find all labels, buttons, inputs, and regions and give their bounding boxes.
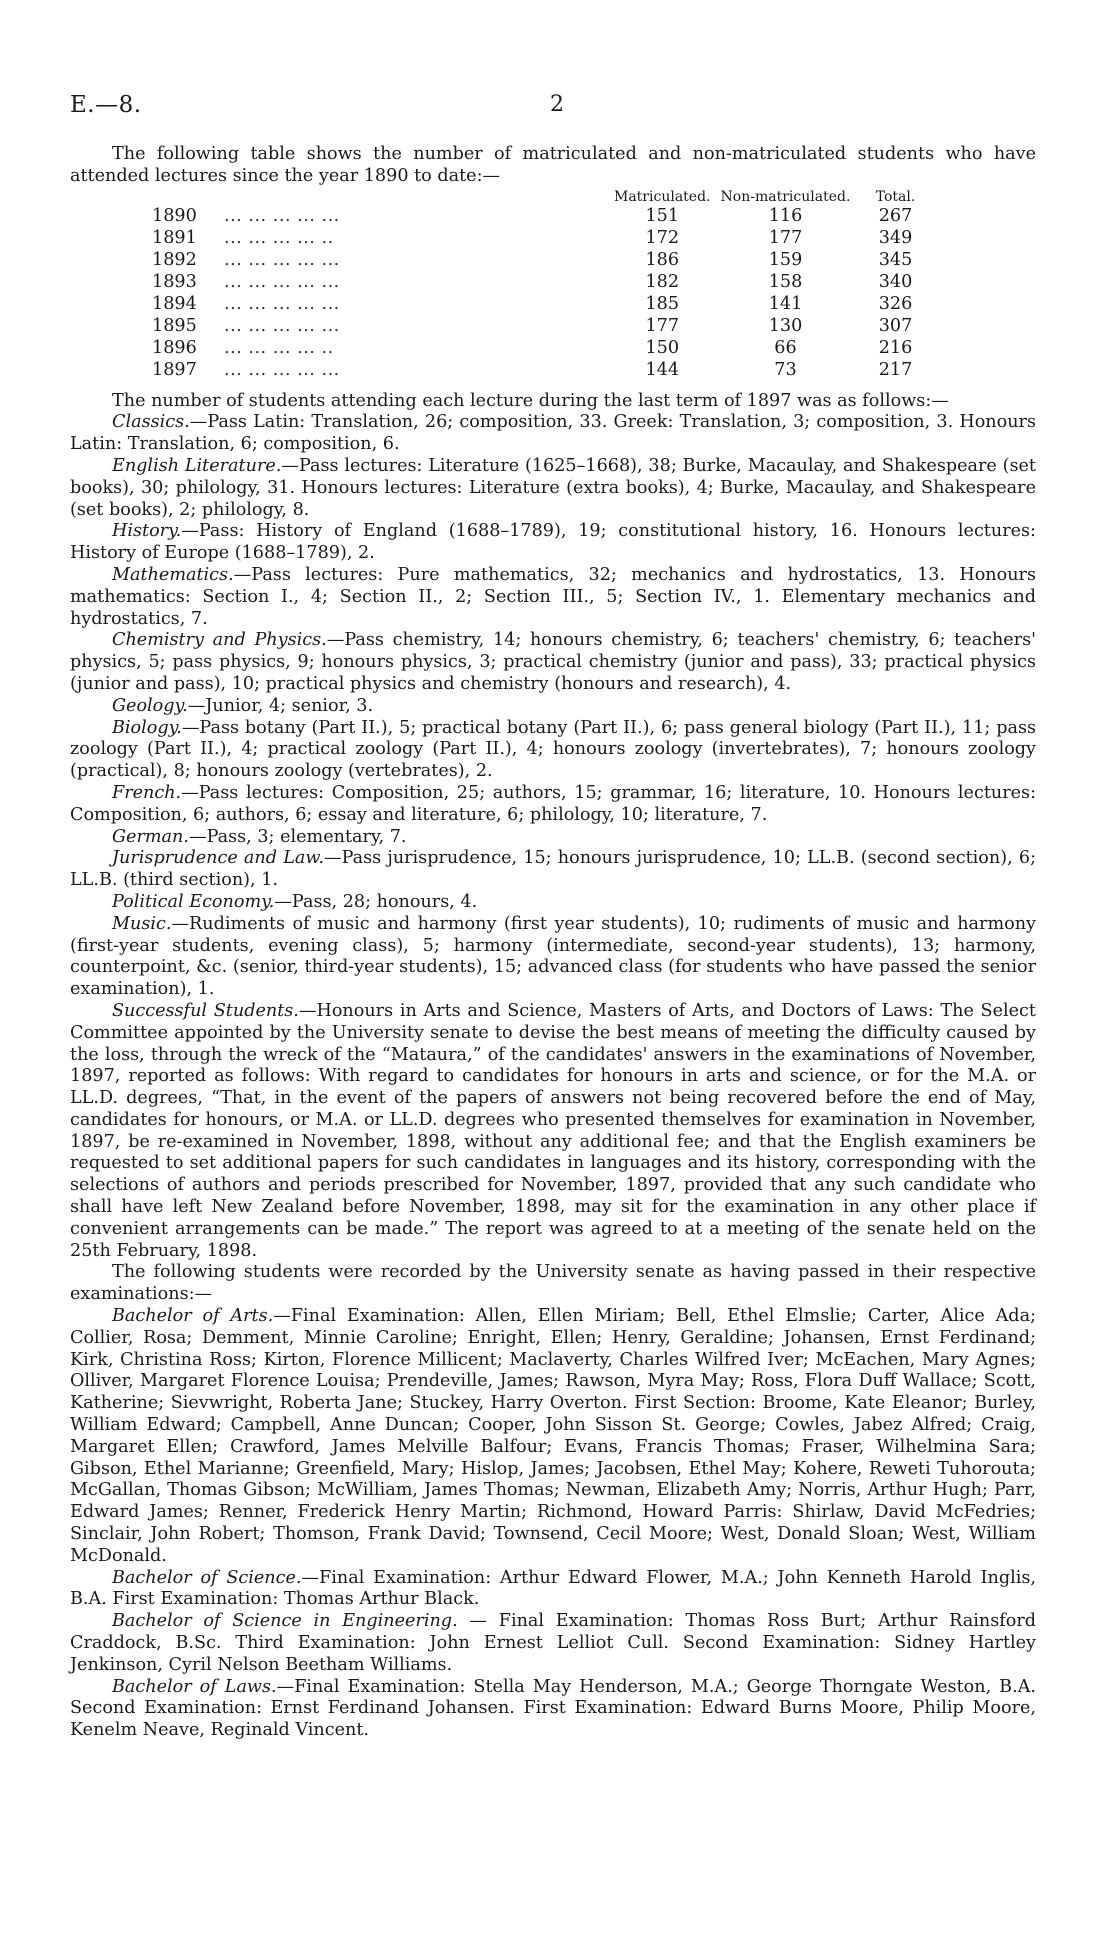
column-header: Matriculated. [614, 188, 711, 205]
subject-paragraph [70, 848, 1036, 892]
recorded-intro: The following students were recorded by the University senate as having passed in their respective examinations:— [70, 1262, 1036, 1305]
table-row [152, 227, 930, 249]
total-cell: 267 [878, 205, 913, 226]
lectures-intro: The number of students attending each lecture during the last term of 1897 was as follows:— [112, 390, 949, 411]
total-cell: 349 [878, 227, 913, 248]
dot-leader: ... ... ... ... ... [224, 205, 340, 226]
degree-title: Bachelor of Laws. [112, 1676, 277, 1697]
matriculated-cell: 150 [645, 337, 680, 358]
table-intro: The following table shows the number of matriculated and non-matriculated students who have attended lectures since the year 1890 to date:— [70, 144, 1036, 186]
matriculated-cell: 144 [645, 359, 680, 380]
document-id: E.—8. [70, 92, 142, 118]
year-cell: 1895 [152, 315, 197, 336]
year-cell: 1896 [152, 337, 197, 358]
student-numbers-table [152, 189, 930, 381]
non-matriculated-cell: 159 [768, 249, 803, 270]
non-matriculated-cell: 177 [768, 227, 803, 248]
degree-text: —Final Examination: Allen, Ellen Miriam; Bell, Ethel Elmslie; Carter, Alice Ada; Collier, Rosa; Demment, Minnie Caroline; Enright, Ellen; Henry, Geraldine; Johansen, Ernst Ferdinand; Kirk, Christina Ross; Kirton, Florence Millicent; Maclaverty, Charles Wilfred Iver; McEachen, Mary Agnes; Olliver, Margaret Florence Louisa; Prendeville, James; Rawson, Myra May; Ross, Flora Duff Wallace; Scott, Katherine; Sievwright, Roberta Jane; Stuckey, Harry Overton. First Section: Broome, Kate Eleanor; Burley, William Edward; Campbell, Anne Duncan; Cooper, John Sisson St. George; Cowles, Jabez Alfred; Craig, Margaret Ellen; Crawford, James Melville Balfour; Evans, Francis Thomas; Fraser, Wilhelmina Sara; Gibson, Ethel Marianne; Greenfield, Mary; Hislop, James; Jacobsen, Ethel May; Kohere, Reweti Tuhorouta; McGallan, Thomas Gibson; McWilliam, James Thomas; Newman, Elizabeth Amy; Norris, Arthur Hugh; Parr, Edward James; Renner, Frederick Henry Martin; Richmond, Howard Parris: Shirlaw, David McFedries; Sinclair, John Robert; Thomson, Frank David; Townsend, Cecil Moore; West, Donald Sloan; West, William McDonald. [70, 1306, 1036, 1566]
matriculated-cell: 185 [645, 293, 680, 314]
subject-text: —Pass lectures: Literature (1625–1668), 38; Burke, Macaulay, and Shakespeare (set books), 30; philology, 31. Honours lectures: Literature (extra books), 4; Burke, Macaulay, and Shakespeare (set books), 2; philology, 8. [70, 455, 1037, 520]
year-cell: 1897 [152, 359, 197, 380]
table-row [152, 359, 930, 381]
subject-title: History. [112, 521, 182, 542]
subject-paragraph [70, 696, 1036, 718]
column-header: Non-matriculated. [720, 188, 851, 205]
dot-leader: ... ... ... ... ... [224, 315, 340, 336]
subject-text: —Pass, 3; elementary, 7. [188, 826, 407, 847]
subject-title: Biology. [112, 717, 182, 738]
matriculated-cell: 172 [645, 227, 680, 248]
non-matriculated-cell: 141 [768, 293, 803, 314]
dot-leader: ... ... ... ... ... [224, 249, 340, 270]
dot-leader: ... ... ... ... ... [224, 293, 340, 314]
document-page [70, 92, 1036, 1742]
degree-text: —Final Examination: Stella May Henderson, M.A.; George Thorngate Weston, B.A. Second Examination: Ernst Ferdinand Johansen. First Examination: Edward Burns Moore, Philip Moore, Kenelm Neave, Reginald Vincent. [70, 1676, 1036, 1741]
subject-title: Classics. [112, 412, 190, 433]
non-matriculated-cell: 66 [774, 337, 797, 358]
matriculated-cell: 177 [645, 315, 680, 336]
column-header: Total. [875, 188, 916, 205]
degree-title: Bachelor of Arts. [112, 1306, 274, 1327]
subject-paragraph [70, 827, 1036, 849]
degree-paragraph [70, 1568, 1036, 1612]
subject-title: Jurisprudence and Law. [112, 848, 324, 869]
degree-paragraph [70, 1306, 1036, 1568]
subject-text: —Pass: History of England (1688–1789), 19; constitutional history, 16. Honours lectures: History of Europe (1688–1789), 2. [70, 521, 1036, 564]
subject-title: Geology. [112, 695, 188, 716]
subject-paragraph [70, 565, 1036, 630]
subject-text: —Pass, 28; honours, 4. [274, 891, 478, 912]
total-cell: 217 [878, 359, 913, 380]
year-cell: 1890 [152, 205, 197, 226]
table-row [152, 315, 930, 337]
subject-text: —Pass lectures: Pure mathematics, 32; mechanics and hydrostatics, 13. Honours mathematics: Section I., 4; Section II., 2; Section III., 5; Section IV., 1. Elementary mechanics and hydrostatics, 7. [70, 564, 1036, 629]
matriculated-cell: 151 [645, 205, 680, 226]
subject-paragraph [70, 1001, 1036, 1263]
degree-paragraph [70, 1677, 1036, 1742]
table-row [152, 205, 930, 227]
subject-title: Music. [112, 913, 172, 934]
dot-leader: ... ... ... ... ... [224, 271, 340, 292]
subject-paragraph [70, 412, 1036, 456]
subject-paragraph [70, 456, 1036, 521]
total-cell: 216 [878, 337, 913, 358]
degree-title: Bachelor of Science in Engineering. [112, 1611, 458, 1632]
total-cell: 326 [878, 293, 913, 314]
non-matriculated-cell: 130 [768, 315, 803, 336]
subject-text: —Pass Latin: Translation, 26; composition, 33. Greek: Translation, 3; composition, 3. Honours Latin: Translation, 6; composition, 6. [70, 412, 1036, 455]
page-header [70, 92, 1036, 122]
year-cell: 1892 [152, 249, 197, 270]
year-cell: 1893 [152, 271, 197, 292]
subject-title: English Literature. [112, 455, 282, 476]
non-matriculated-cell: 116 [768, 205, 803, 226]
table-row [152, 249, 930, 271]
degree-paragraph [70, 1611, 1036, 1676]
subject-title: Political Economy. [112, 891, 275, 912]
table-row [152, 293, 930, 315]
matriculated-cell: 186 [645, 249, 680, 270]
dot-leader: ... ... ... ... ... [224, 359, 340, 380]
page-number: 2 [550, 92, 564, 117]
subject-paragraph [70, 630, 1036, 695]
total-cell: 307 [878, 315, 913, 336]
year-cell: 1894 [152, 293, 197, 314]
total-cell: 345 [878, 249, 913, 270]
subject-paragraph [70, 783, 1036, 827]
non-matriculated-cell: 158 [768, 271, 803, 292]
matriculated-cell: 182 [645, 271, 680, 292]
subject-paragraph [70, 521, 1036, 565]
subject-text: —Pass jurisprudence, 15; honours jurisprudence, 10; LL.B. (second section), 6; LL.B. (third section), 1. [70, 848, 1037, 891]
subject-paragraph [70, 718, 1036, 783]
subject-title: German. [112, 826, 189, 847]
table-row [152, 337, 930, 359]
year-cell: 1891 [152, 227, 197, 248]
subject-text: —Pass chemistry, 14; honours chemistry, 6; teachers' chemistry, 6; teachers' physics, 5; pass physics, 9; honours physics, 3; practical chemistry (junior and pass), 33; practical physics (junior and pass), 10; practical physics and chemistry (honours and research), 4. [70, 630, 1036, 694]
subject-paragraph [70, 892, 1036, 914]
subject-text: —Pass lectures: Composition, 25; authors, 15; grammar, 16; literature, 10. Honours lectures: Composition, 6; authors, 6; essay and literature, 6; philology, 10; literature, 7. [70, 782, 1036, 825]
degree-text: — Final Examination: Thomas Ross Burt; Arthur Rainsford Craddock, B.Sc. Third Examination: John Ernest Lelliot Cull. Second Examination: Sidney Hartley Jenkinson, Cyril Nelson Beetham Williams. [70, 1611, 1037, 1675]
table-header-row [152, 189, 930, 205]
dot-leader: ... ... ... ... .. [224, 227, 334, 248]
dot-leader: ... ... ... ... .. [224, 337, 334, 358]
subject-title: Chemistry and Physics. [112, 630, 327, 651]
subject-title: Successful Students. [112, 1000, 299, 1021]
subject-title: French. [112, 782, 182, 803]
non-matriculated-cell: 73 [774, 359, 797, 380]
degree-text: —Final Examination: Arthur Edward Flower, M.A.; John Kenneth Harold Inglis, B.A. First Examination: Thomas Arthur Black. [70, 1567, 1036, 1610]
subject-text: —Junior, 4; senior, 3. [187, 695, 374, 716]
table-row [152, 271, 930, 293]
total-cell: 340 [878, 271, 913, 292]
subject-title: Mathematics. [112, 564, 234, 585]
subject-text: —Rudiments of music and harmony (first year students), 10; rudiments of music and harmony (first-year students, evening class), 5; harmony (intermediate, second-year students), 13; harmony, counterpoint, &c. (senior, third-year students), 15; advanced class (for students who have passed the senior examination), 1. [70, 913, 1036, 1000]
subject-text: —Pass botany (Part II.), 5; practical botany (Part II.), 6; pass general biology (Part II.), 11; pass zoology (Part II.), 4; practical zoology (Part II.), 4; honours zoology (invertebrates), 7; honours zoology (practical), 8; honours zoology (vertebrates), 2. [70, 717, 1036, 782]
subject-paragraph [70, 914, 1036, 1001]
subject-text: —Honours in Arts and Science, Masters of Arts, and Doctors of Laws: The Select Committee appointed by the University senate to devise the best means of meeting the difficulty caused by the loss, through the wreck of the “Mataura,” of the candidates' answers in the examinations of November, 1897, reported as follows: With regard to candidates for honours in arts and science, or for the M.A. or LL.D. degrees, “That, in the event of the papers of answers not being recovered before the end of May, candidates for honours, or M.A. or LL.D. degrees who presented themselves for examination in November, 1897, be re-examined in November, 1898, without any additional fee; and that the English examiners be requested to set additional papers for such candidates in languages and its history, corresponding with the selections of authors and periods prescribed for November, 1897, provided that any such candidate who shall have left New Zealand before November, 1898, may sit for the examination in any other place if convenient arrangements can be made.” The report was agreed to at a meeting of the senate held on the 25th February, 1898. [70, 1000, 1036, 1261]
degree-title: Bachelor of Science. [112, 1567, 302, 1588]
